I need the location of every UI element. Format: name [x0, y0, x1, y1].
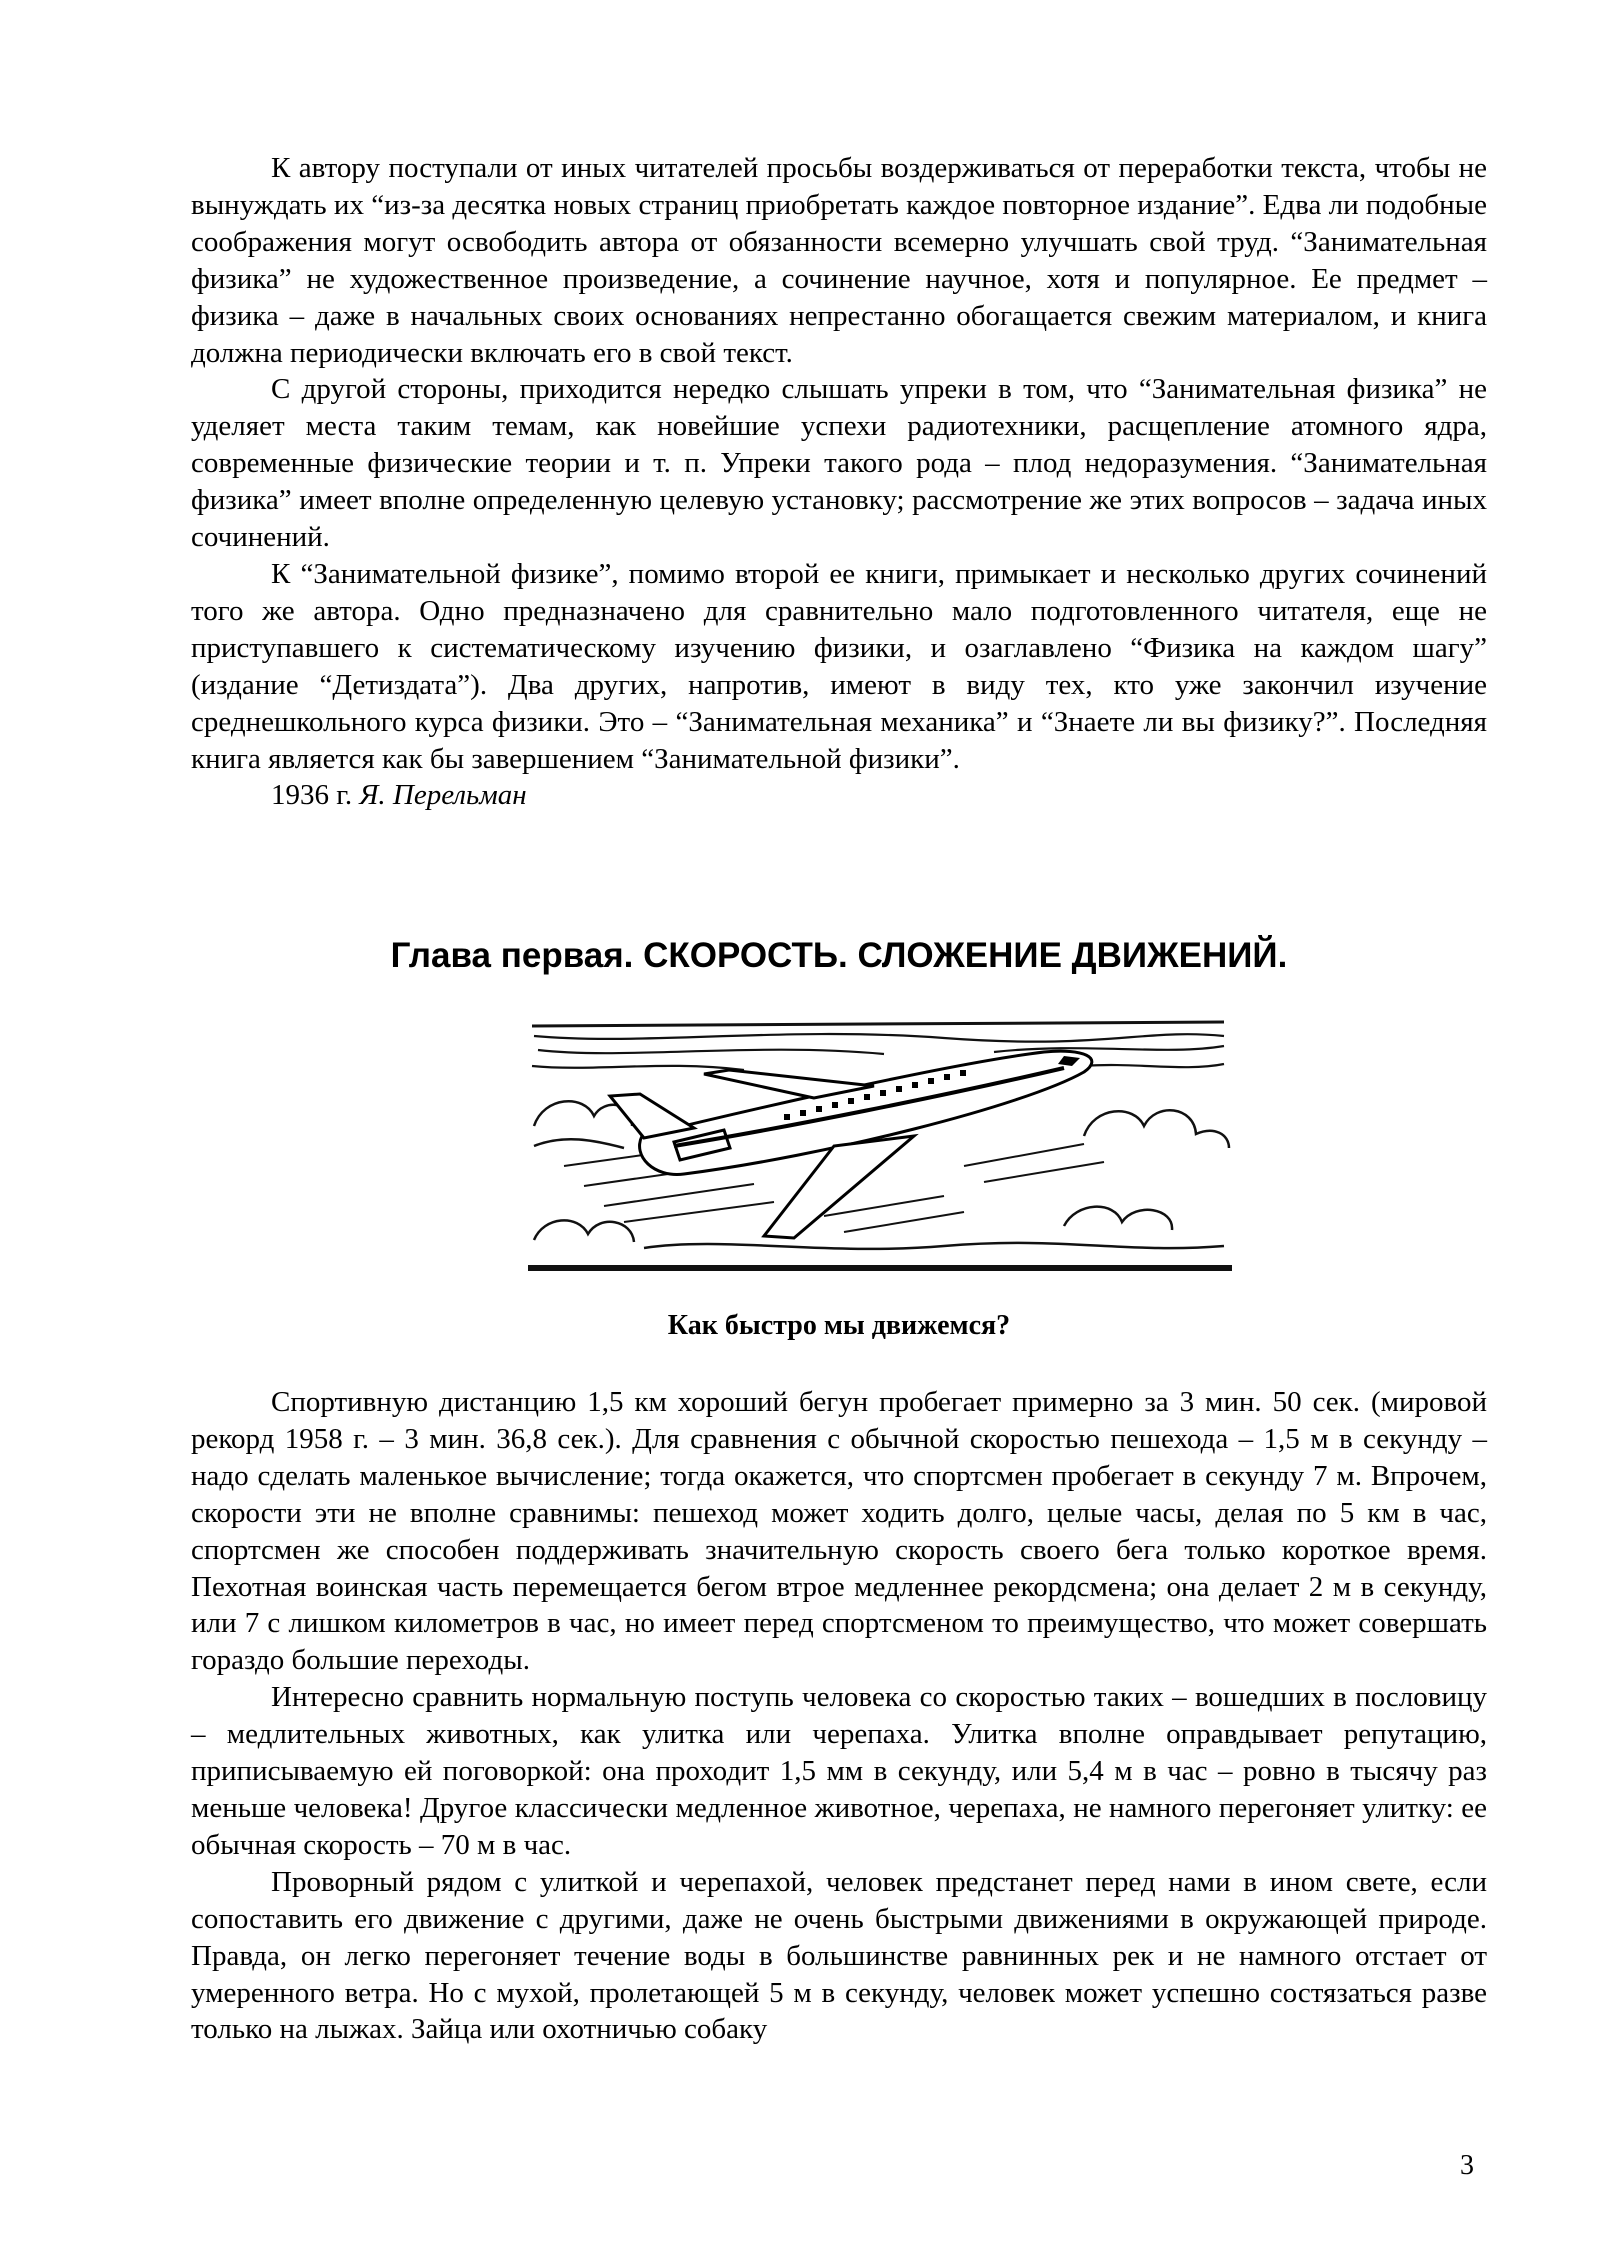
section-title: Как быстро мы движемся?	[667, 1310, 1011, 1341]
signature-author: Я. Перельман	[359, 779, 527, 812]
body-paragraph-1: Спортивную дистанцию 1,5 км хороший бегун пробегает примерно за 3 мин. 50 сек. (мировой рекорд 1958 г. – 3 мин. 36,8 сек.). Для сравнения с обычной скоростью пешехода – 1,5 м в секунду – надо сделать маленькое вычисление; тогда окажется, что спортсмен пробегает в секунду 7 м. Впрочем, скорости эти не вполне сравнимы: пешеход может ходить долго, целые часы, делая по 5 км в час, спортсмен же способен поддерживать значительную скорость своего бега только короткое время. Пехотная воинская часть перемещается бегом втрое медленнее рекордсмена; она делает 2 м в секунду, или 7 с лишком километров в час, но имеет перед спортсменом то преимущество, что может совершать гораздо большие переходы.	[191, 1386, 1487, 1677]
intro-paragraph-1: К автору поступали от иных читателей просьбы воздерживаться от переработки текста, чтобы не вынуждать их “из-за десятка новых страниц приобретать каждое повторное издание”. Едва ли подобные соображения могут освободить автора от обязанности всемерно улучшать свой труд. “Занимательная физика” не художественное произведение, а сочинение научное, хотя и популярное. Ее предмет – физика – даже в начальных своих основаниях непрестанно обогащается свежим материалом, и книга должна периодически включать его в свой текст.	[191, 152, 1487, 369]
page-number: 3	[1460, 2150, 1474, 2181]
signature	[191, 777, 1487, 814]
intro-text	[191, 150, 1487, 814]
body-paragraph-3: Проворный рядом с улиткой и черепахой, человек предстанет перед нами в ином свете, если сопоставить его движение с другими, даже не очень быстрыми движениями в окружающей природе. Правда, он легко перегоняет течение воды в большинстве равнинных рек и не намного отстает от умеренного ветра. Но с мухой, пролетающей 5 м в секунду, человек может успешно состязаться разве только на лыжах. Зайца или охотничью собаку	[191, 1865, 1487, 2046]
body-text	[191, 1384, 1487, 2048]
body-paragraph-2: Интересно сравнить нормальную поступь человека со скоростью таких – вошедших в пословицу – медлительных животных, как улитка или черепаха. Улитка вполне оправдывает репутацию, приписываемую ей поговоркой: она проходит 1,5 мм в секунду, или 5,4 м в час – ровно в тысячу раз меньше человека! Другое классически медленное животное, черепаха, не намного перегоняет улитку: ее обычная скорость – 70 м в час.	[191, 1681, 1487, 1861]
chapter-title: Глава первая. СКОРОСТЬ. СЛОЖЕНИЕ ДВИЖЕНИЙ.	[390, 936, 1288, 975]
intro-paragraph-3: К “Занимательной физике”, помимо второй ее книги, примыкает и несколько других сочинений того же автора. Одно предназначено для сравнительно мало подготовленного читателя, еще не приступавшего к систематическому изучению физики, и озаглавлено “Физика на каждом шагу” (издание “Детиздата”). Два других, напротив, имеют в виду тех, кто уже закончил изучение среднешкольного курса физики. Это – “Занимательная механика” и “Знаете ли вы физику?”. Последняя книга является как бы завершением “Занимательной физики”.	[191, 557, 1487, 775]
airplane-illustration	[524, 1016, 1236, 1278]
intro-paragraph-2: С другой стороны, приходится нередко слышать упреки в том, что “Занимательная физика” не уделяет места таким темам, как новейшие успехи радиотехники, расщепление атомного ядра, современные физические теории и т. п. Упреки такого рода – плод недоразумения. “Занимательная физика” имеет вполне определенную целевую установку; рассмотрение же этих вопросов – задача иных сочинений.	[191, 373, 1487, 554]
signature-year: 1936 г.	[271, 779, 353, 812]
